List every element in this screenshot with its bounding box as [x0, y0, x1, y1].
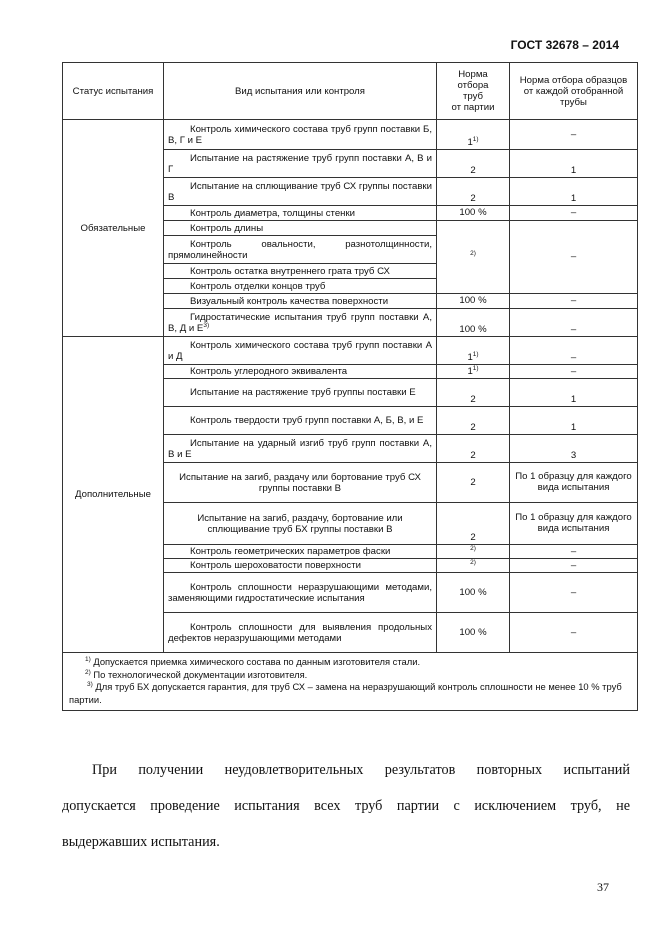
footnote: $^{3)}$ Для труб БХ допускается гарантия, для труб СХ – замена на неразрушающий контроль сплошности не менее 10 % труб партии.	[69, 680, 622, 705]
table-row	[63, 337, 638, 365]
col-header-status: Статус испытания	[63, 63, 164, 120]
lot-norm-cell: 1$^{1)}$	[437, 365, 510, 379]
pipe-norm-cell: 3	[510, 435, 638, 463]
test-cell: Испытание на сплющивание труб СХ группы поставки В	[164, 178, 437, 206]
test-cell: Контроль химического состава труб групп поставки А и Д	[164, 337, 437, 365]
pipe-norm-cell: –	[510, 294, 638, 309]
test-cell: Контроль твердости труб групп поставки А, Б, В, и Е	[164, 407, 437, 435]
test-cell: Визуальный контроль качества поверхности	[164, 294, 437, 309]
test-cell: Гидростатические испытания труб групп поставки А, В, Д и $Е^{3)}$	[164, 309, 437, 337]
pipe-norm-cell: –	[510, 573, 638, 613]
col-header-test: Вид испытания или контроля	[164, 63, 437, 120]
table-notes	[63, 653, 638, 711]
pipe-norm-cell: –	[510, 365, 638, 379]
test-cell: Испытание на растяжение труб групп поставки А, В и Г	[164, 150, 437, 178]
test-cell: Контроль остатка внутреннего грата труб СХ	[164, 264, 437, 279]
pipe-norm-cell: –	[510, 545, 638, 559]
pipe-norm-cell: По 1 образцу для каждого вида испытания	[510, 463, 638, 503]
pipe-norm-cell-merged: –	[510, 221, 638, 294]
page-number: 37	[597, 880, 609, 894]
status-additional: Дополнительные	[63, 337, 164, 653]
lot-norm-cell: 100 %	[437, 206, 510, 221]
test-cell: Контроль углеродного эквивалента	[164, 365, 437, 379]
test-cell: Испытание на ударный изгиб труб групп поставки А, В и Е	[164, 435, 437, 463]
pipe-norm-cell: –	[510, 337, 638, 365]
status-mandatory: Обязательные	[63, 120, 164, 337]
pipe-norm-cell: 1	[510, 379, 638, 407]
pipe-norm-cell: –	[510, 120, 638, 150]
pipe-norm-cell: 1	[510, 178, 638, 206]
lot-norm-cell: 2	[437, 435, 510, 463]
lot-norm-cell: 1$^{1)}$	[437, 337, 510, 365]
test-cell: Испытание на загиб, раздачу или бортование труб СХ группы поставки В	[164, 463, 437, 503]
footnote: $^{2)}$ По технологической документации изготовителя.	[85, 668, 308, 680]
col-header-pipe-norm: Норма отбора образцов от каждой отобранной трубы	[510, 63, 638, 120]
lot-norm-cell: 2	[437, 379, 510, 407]
test-cell: Контроль длины	[164, 221, 437, 236]
paragraph-line: допускается проведение испытания всех труб партии с исключением труб, не	[62, 798, 630, 814]
test-cell: Контроль овальности, разнотолщинности, прямолинейности	[164, 236, 437, 264]
test-cell: Испытание на растяжение труб группы поставки Е	[164, 379, 437, 407]
table-notes-row	[63, 653, 638, 711]
test-cell: Испытание на загиб, раздачу, бортование или сплющивание труб БХ группы поставки В	[164, 503, 437, 545]
pipe-norm-cell: –	[510, 559, 638, 573]
lot-norm-cell: 2	[437, 150, 510, 178]
test-cell: Контроль шероховатости поверхности	[164, 559, 437, 573]
test-cell: Контроль химического состава труб групп поставки Б, В, Г и Е	[164, 120, 437, 150]
table-header-row	[63, 63, 638, 120]
footnote: $^{1)}$ Допускается приемка химического состава по данным изготовителя стали.	[85, 655, 421, 667]
pipe-norm-cell: –	[510, 309, 638, 337]
body-paragraph	[62, 752, 630, 860]
test-cell: Контроль сплошности неразрушающими методами, заменяющими гидростатические испытания	[164, 573, 437, 613]
lot-norm-cell: 2)	[437, 545, 510, 559]
pipe-norm-cell: 1	[510, 150, 638, 178]
test-cell: Контроль отделки концов труб	[164, 279, 437, 294]
pipe-norm-cell: 1	[510, 407, 638, 435]
col-header-lot-norm: Норма отбора труб от партии	[437, 63, 510, 120]
lot-norm-cell: 100 %	[437, 309, 510, 337]
test-cell: Контроль геометрических параметров фаски	[164, 545, 437, 559]
lot-norm-cell: 100 %	[437, 613, 510, 653]
paragraph-line: При получении неудовлетворительных результатов повторных испытаний	[92, 762, 630, 778]
lot-norm-cell: 2	[437, 178, 510, 206]
test-cell: Контроль сплошности для выявления продольных дефектов неразрушающими методами	[164, 613, 437, 653]
table-row	[63, 120, 638, 150]
paragraph-line: выдержавших испытания.	[62, 834, 220, 850]
lot-norm-cell: 100 %	[437, 294, 510, 309]
test-norms-table	[62, 62, 638, 711]
lot-norm-cell: 2)	[437, 559, 510, 573]
lot-norm-cell: 2	[437, 503, 510, 545]
lot-norm-cell-merged: 2)	[437, 221, 510, 294]
lot-norm-cell: 100 %	[437, 573, 510, 613]
lot-norm-cell: 1$^{1)}$	[437, 120, 510, 150]
document-header: ГОСТ 32678 – 2014	[510, 38, 619, 52]
pipe-norm-cell: –	[510, 613, 638, 653]
pipe-norm-cell: –	[510, 206, 638, 221]
pipe-norm-cell: По 1 образцу для каждого вида испытания	[510, 503, 638, 545]
lot-norm-cell: 2	[437, 463, 510, 503]
test-cell: Контроль диаметра, толщины стенки	[164, 206, 437, 221]
lot-norm-cell: 2	[437, 407, 510, 435]
